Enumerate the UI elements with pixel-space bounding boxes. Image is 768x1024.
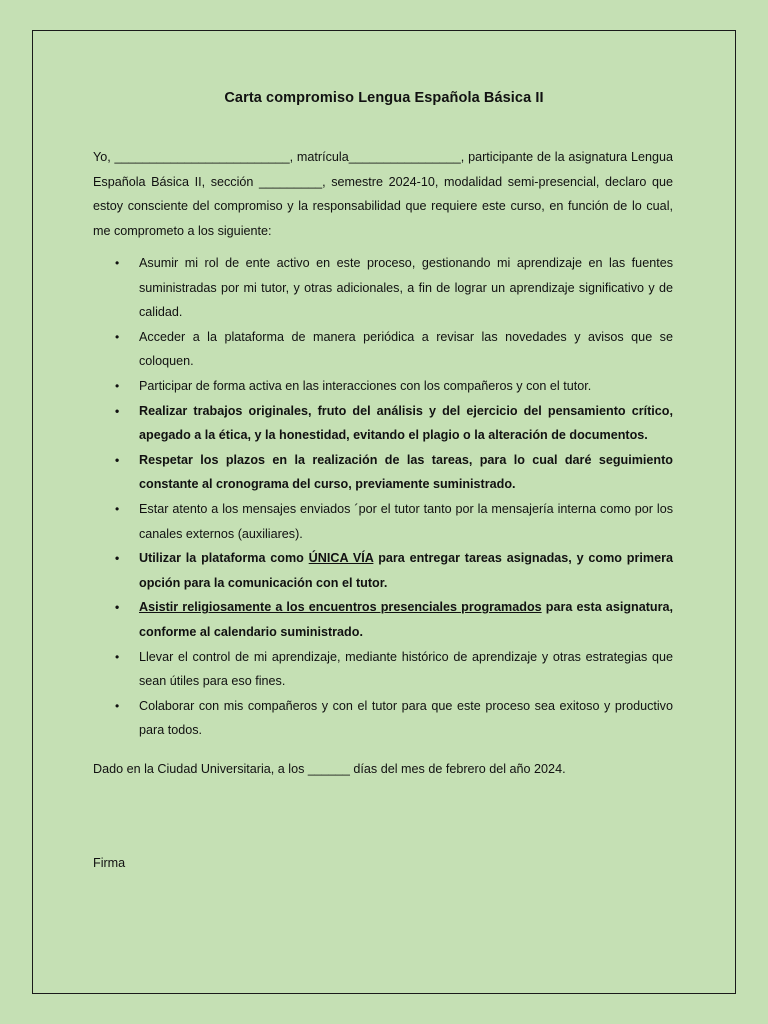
bullet-icon: • [115,403,120,418]
list-item-text-post: para entregar tareas asignadas, y como primera opción para la comunicación con el tutor. [139,551,673,590]
signature-label: Firma [93,856,126,870]
list-item [93,448,673,497]
list-item [93,251,673,325]
list-item-text: Acceder a la plataforma de manera periódica a revisar las novedades y avisos que se coloquen. [139,329,673,369]
list-item-text-emphasis: Asistir religiosamente a los encuentros presenciales programados [139,600,542,615]
list-item-text-emphasis: ÚNICA VÍA [308,551,374,566]
intro-paragraph: Yo, _________________________, matrícula________________, participante de la asignatura Lengua Española Básica II, sección _________, semestre 2024-10, modalidad semi-presencial, declaro que estoy consciente del compromiso y la responsabilidad que requiere este curso, en función de lo cual, me comprometo a los siguiente: [93,150,673,238]
commitment-list [93,251,673,743]
list-item-text: Asumir mi rol de ente activo en este proceso, gestionando mi aprendizaje en las fuentes suministradas por mi tutor, y otras adicionales, a fin de lograr un aprendizaje significativo y de calidad. [139,256,673,320]
bullet-icon: • [115,452,120,467]
list-item-text-pre: Utilizar la plataforma como [139,551,309,566]
list-item [93,546,673,595]
bullet-icon: • [115,329,120,344]
list-item-text: Llevar el control de mi aprendizaje, mediante histórico de aprendizaje y otras estrategias que sean útiles para eso fines. [139,649,673,689]
list-item-text: Colaborar con mis compañeros y con el tutor para que este proceso sea exitoso y productivo para todos. [139,698,673,738]
list-item [93,595,673,644]
document-title: Carta compromiso Lengua Española Básica II [224,90,544,106]
list-item-text-post: para esta asignatura, conforme al calendario suministrado. [139,600,673,639]
bullet-icon: • [115,551,120,566]
document-page [32,30,736,994]
list-item-text: Respetar los plazos en la realización de las tareas, para lo cual daré seguimiento constante al cronograma del curso, previamente suministrado. [139,452,673,492]
list-item [93,694,673,743]
list-item [93,325,673,374]
bullet-icon: • [115,649,120,664]
bullet-icon: • [115,256,120,270]
list-item-text: Estar atento a los mensajes enviados ´por el tutor tanto por la mensajería interna como por los canales externos (auxiliares). [139,501,673,541]
bullet-icon: • [115,698,120,713]
list-item-text: Participar de forma activa en las interacciones con los compañeros y con el tutor. [139,378,592,393]
bullet-icon: • [115,501,120,516]
closing-paragraph: Dado en la Ciudad Universitaria, a los ______ días del mes de febrero del año 2024. [93,762,566,776]
list-item [93,374,673,399]
bullet-icon: • [115,600,120,615]
list-item-text: Realizar trabajos originales, fruto del análisis y del ejercicio del pensamiento crítico, apegado a la ética, y la honestidad, evitando el plagio o la alteración de documentos. [139,403,673,443]
bullet-icon: • [115,378,120,393]
list-item [93,645,673,694]
list-item [93,497,673,546]
list-item [93,399,673,448]
